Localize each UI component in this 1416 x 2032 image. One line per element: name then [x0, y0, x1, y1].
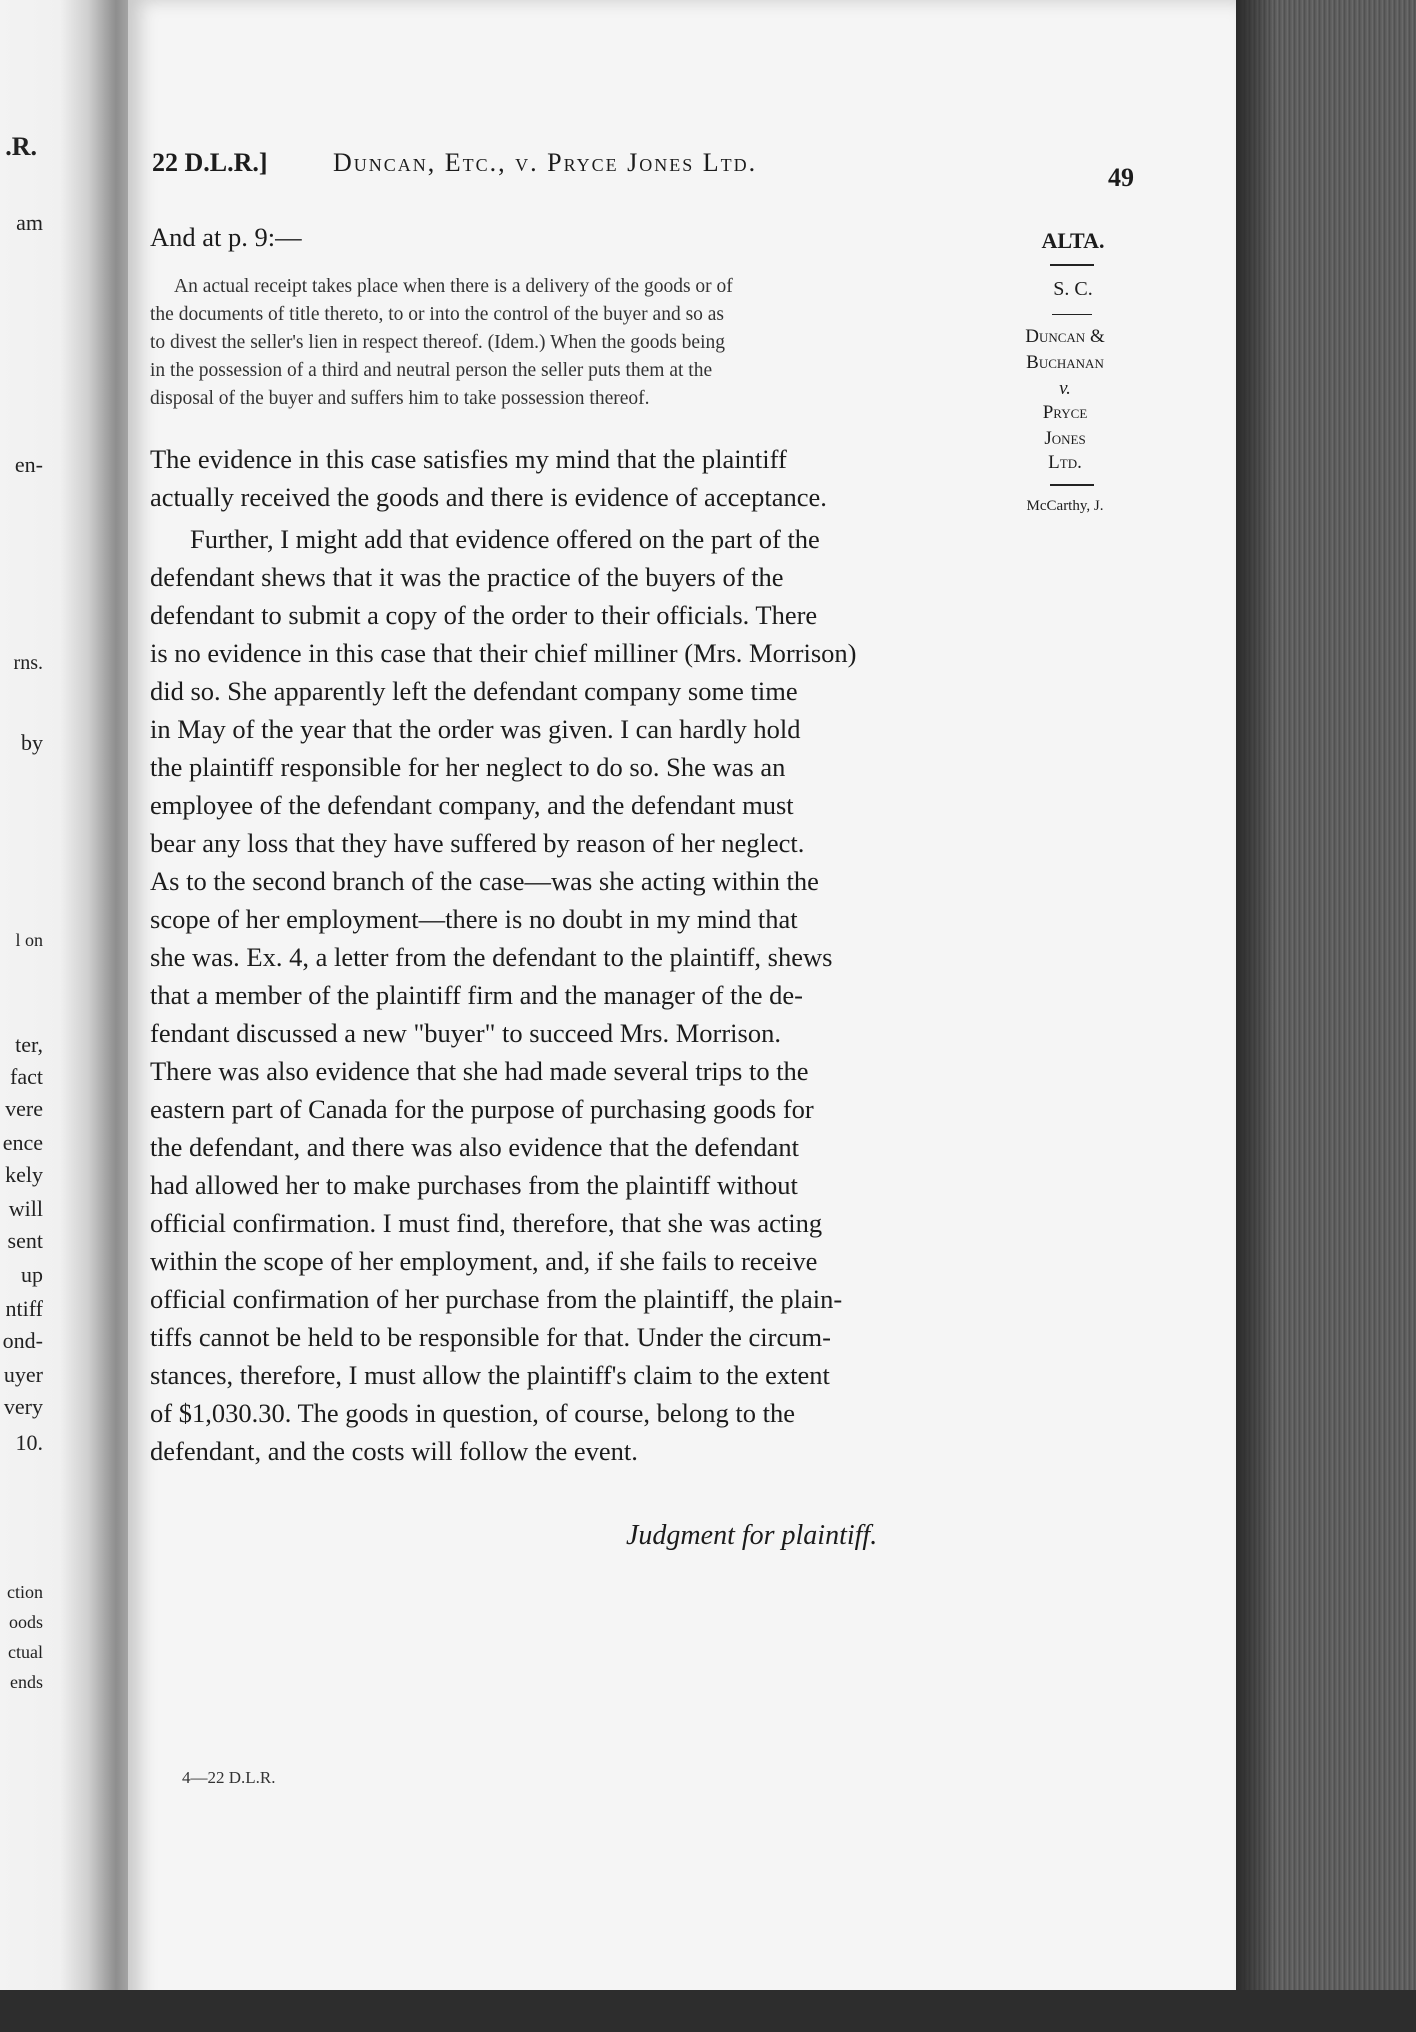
left-page-fragment: ond-	[2, 1328, 43, 1353]
left-page-fragment: will	[8, 1196, 43, 1221]
body-line: bear any loss that they have suffered by reason of her neglect.	[150, 828, 805, 858]
left-page-fragment: 10.	[15, 1430, 43, 1455]
sidebar-case-line: v.	[1059, 378, 1071, 399]
left-page-fragment: up	[21, 1262, 43, 1287]
left-page-fragment: vere	[5, 1096, 43, 1121]
left-page-fragment: ction	[7, 1582, 43, 1602]
quote-line: the documents of title thereto, to or into the control of the buyer and so as	[150, 304, 725, 325]
sidebar-court: S. C.	[1053, 278, 1093, 300]
left-page-fragment: uyer	[3, 1362, 43, 1387]
sidebar-rule	[1052, 314, 1092, 315]
body-line: As to the second branch of the case—was she acting within the	[150, 866, 819, 896]
body-line: There was also evidence that she had made several trips to the	[150, 1056, 809, 1086]
sidebar-rule	[1050, 264, 1094, 266]
left-page-fragment: en-	[14, 452, 43, 477]
left-page-fragment: ntiff	[5, 1296, 43, 1321]
judgment-line: Judgment for plaintiff.	[626, 1520, 878, 1551]
body-line: the defendant, and there was also evidence that the defendant	[150, 1132, 799, 1162]
body-line: scope of her employment—there is no doubt in my mind that	[150, 904, 798, 934]
sidebar-case-line: Pryce	[1042, 402, 1088, 423]
quote-line: in the possession of a third and neutral person the seller puts them at the	[150, 360, 713, 381]
left-page-fragment: by	[21, 730, 43, 755]
body-line: within the scope of her employment, and, if she fails to receive	[150, 1246, 818, 1276]
sidebar-rule	[1050, 484, 1094, 486]
sidebar-province: ALTA.	[1041, 228, 1105, 253]
left-page-fragment: .R.	[5, 132, 37, 161]
body-line: stances, therefore, I must allow the plaintiff's claim to the extent	[150, 1360, 830, 1390]
sidebar-case-line: Jones	[1044, 428, 1086, 449]
left-page-fragment: l on	[15, 930, 43, 950]
body-line: is no evidence in this case that their chief milliner (Mrs. Morrison)	[150, 638, 857, 668]
running-header-title: Duncan, Etc., v. Pryce Jones Ltd.	[333, 148, 758, 177]
left-page-fragment: ter,	[15, 1032, 43, 1057]
body-line: the plaintiff responsible for her neglect to do so. She was an	[150, 752, 786, 782]
quote-line: disposal of the buyer and suffers him to take possession thereof.	[150, 388, 650, 409]
body-line: defendant shews that it was the practice of the buyers of the	[150, 562, 784, 592]
signature-mark: 4—22 D.L.R.	[182, 1768, 276, 1787]
sidebar-judge: McCarthy, J.	[1026, 498, 1104, 514]
page-number: 49	[1108, 163, 1134, 192]
left-page-fragment: sent	[7, 1228, 43, 1253]
book-edge-shadow	[1236, 0, 1276, 2032]
body-line: tiffs cannot be held to be responsible for that. Under the circum-	[150, 1322, 831, 1352]
body-line: official confirmation. I must find, therefore, that she was acting	[150, 1208, 823, 1238]
body-line: did so. She apparently left the defendant company some time	[150, 676, 798, 706]
left-page-fragment: ends	[10, 1672, 43, 1692]
body-line: that a member of the plaintiff firm and the manager of the de-	[150, 980, 803, 1010]
body-line: she was. Ex. 4, a letter from the defendant to the plaintiff, shews	[150, 942, 833, 972]
body-line: official confirmation of her purchase from the plaintiff, the plain-	[150, 1284, 843, 1314]
sidebar-case-line: Duncan &	[1025, 326, 1105, 347]
body-line: actually received the goods and there is evidence of acceptance.	[150, 482, 827, 512]
body-line: defendant to submit a copy of the order to their officials. There	[150, 600, 818, 630]
left-page-fragment: rns.	[13, 652, 43, 674]
body-line: employee of the defendant company, and the defendant must	[150, 790, 794, 820]
left-page-fragment: ctual	[8, 1642, 43, 1662]
body-line: fendant discussed a new "buyer" to succeed Mrs. Morrison.	[150, 1018, 781, 1048]
left-page-fragment: oods	[8, 1612, 43, 1632]
sidebar-case-line: Ltd.	[1048, 452, 1082, 473]
left-page-fragment: fact	[10, 1064, 43, 1089]
left-page-fragment: am	[16, 210, 43, 235]
running-header-volume: 22 D.L.R.]	[152, 148, 268, 177]
quote-line: An actual receipt takes place when there is a delivery of the goods or of	[174, 276, 733, 297]
sidebar-case-line: Buchanan	[1026, 352, 1104, 373]
body-line: eastern part of Canada for the purpose of purchasing goods for	[150, 1094, 814, 1124]
left-page-fragment: very	[3, 1394, 43, 1419]
body-line: of $1,030.30. The goods in question, of course, belong to the	[150, 1398, 795, 1428]
intro-line: And at p. 9:—	[150, 222, 302, 252]
body-line: defendant, and the costs will follow the event.	[150, 1436, 638, 1466]
quote-line: to divest the seller's lien in respect thereof. (Idem.) When the goods being	[150, 332, 725, 353]
left-page-fragment: ence	[2, 1130, 43, 1155]
body-line: Further, I might add that evidence offered on the part of the	[190, 524, 820, 554]
body-line: in May of the year that the order was given. I can hardly hold	[150, 714, 801, 744]
body-line: The evidence in this case satisfies my mind that the plaintiff	[150, 444, 787, 474]
left-page-fragment: kely	[5, 1162, 43, 1187]
body-line: had allowed her to make purchases from the plaintiff without	[150, 1170, 798, 1200]
scan-bottom-border	[0, 1990, 1416, 2032]
